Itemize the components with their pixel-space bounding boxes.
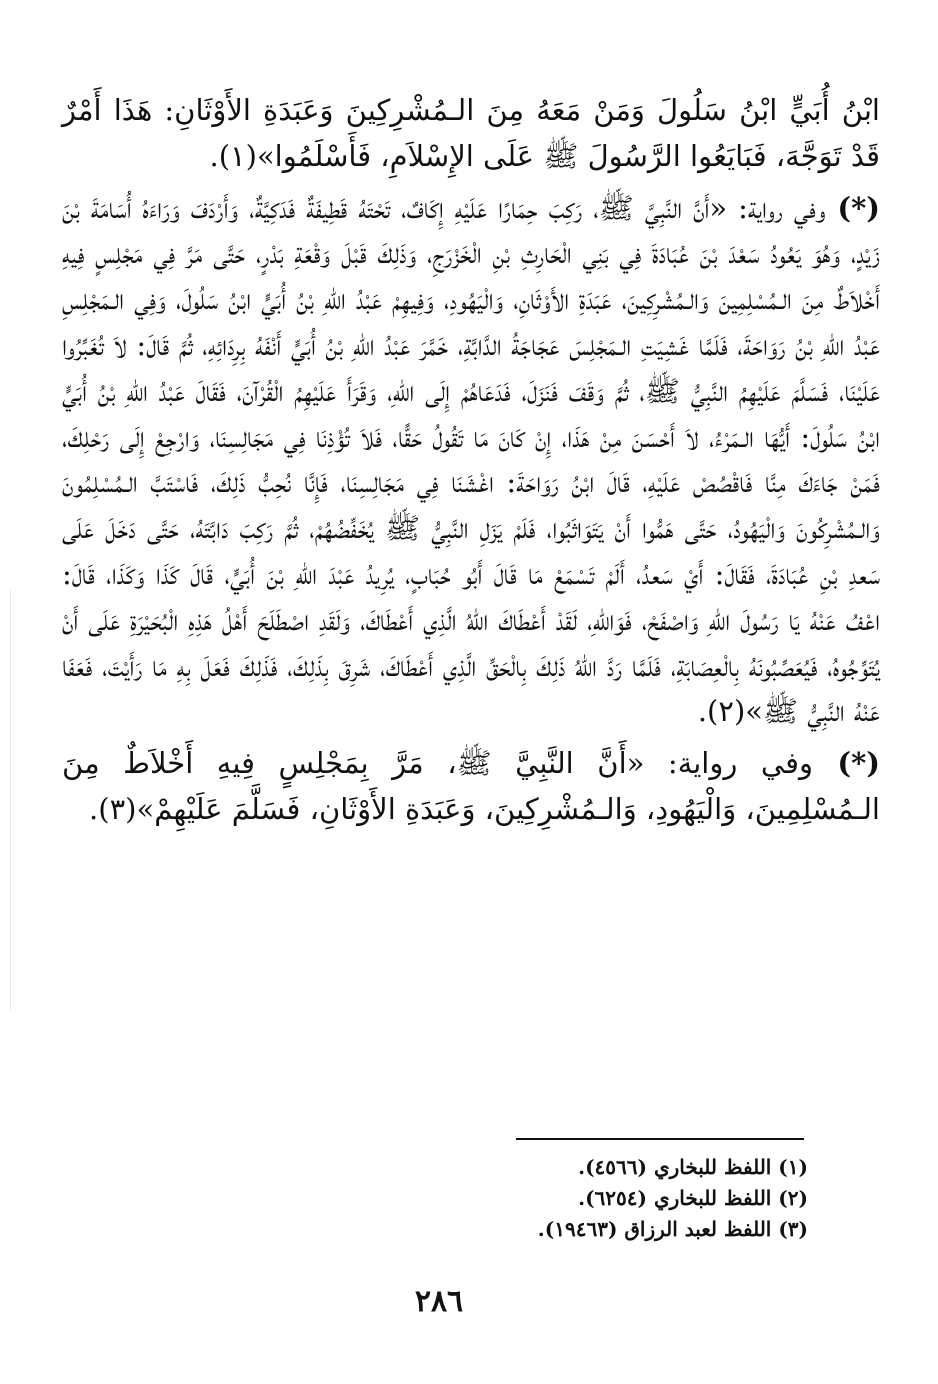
scan-edge-line: [10, 590, 11, 1010]
footnote-1: (١) اللفظ للبخاري (٤٥٦٦).: [578, 1155, 808, 1179]
footnote-3: (٣) اللفظ لعبد الرزاق (١٩٤٦٣).: [537, 1217, 808, 1241]
main-text: [62, 88, 880, 833]
footnote-2: (٢) اللفظ للبخاري (٦٢٥٤).: [578, 1186, 808, 1210]
paragraph-2-text: وفي رواية: «أَنَّ النَّبِيَّ ﷺ، رَكِبَ حِمَارًا عَلَيْهِ إِكَافٌ، تَحْتَهُ قَطِيفَةٌ فَدَكِيَّةٌ، وَأَرْدَفَ وَرَاءَهُ أُسَامَةَ بْنَ زَيْدٍ، وَهُوَ يَعُودُ سَعْدَ بْنَ عُبَادَةَ فِي بَنِي الْحَارِثِ بْنِ الْخَزْرَجِ، وَذَلِكَ قَبْلَ وَقْعَةِ بَدْرٍ، حَتَّى مَرَّ فِي مَجْلِسٍ فِيهِ أَخْلاَطٌ مِنَ الـمُسْلِمِينَ وَالـمُشْرِكِينَ، عَبَدَةِ الأَوْثَانِ، وَالْيَهُودِ، وَفِيهِمْ عَبْدُ اللهِ بْنُ أُبَيٍّ ابْنُ سَلُولَ، وَفِي الـمَجْلِسِ عَبْدُ اللهِ بْنُ رَوَاحَةَ، فَلَمَّا غَشِيَتِ الـمَجْلِسَ عَجَاجَةُ الدَّابَّةِ، خَمَّرَ عَبْدُ اللهِ بْنُ أُبَيٍّ أَنْفَهُ بِرِدَائِهِ، ثُمَّ قَالَ: لاَ تُغَبِّرُوا عَلَيْنَا، فَسَلَّمَ عَلَيْهِمُ النَّبِيُّ ﷺ، ثُمَّ وَقَفَ فَنَزَلَ، فَدَعَاهُمْ إِلَى اللهِ، وَقَرَأَ عَلَيْهِمُ الْقُرْآنَ، فَقَالَ عَبْدُ اللهِ بْنُ أُبَيٍّ ابْنُ سَلُولَ: أَيُّهَا الـمَرْءُ، لاَ أَحْسَنَ مِنْ هَذَا، إِنْ كَانَ مَا تَقُولُ حَقًّا، فَلاَ تُؤْذِنَا فِي مَجَالِسِنَا، وَارْجِعْ إِلَى رَحْلِكَ، فَمَنْ جَاءَكَ مِنَّا فَاقْصُصْ عَلَيْهِ، قَالَ ابْنُ رَوَاحَةَ: اغْشَنَا فِي مَجَالِسِنَا، فَإِنَّا نُحِبُّ ذَلِكَ، فَاسْتَبَّ الـمُسْلِمُونَ وَالـمُشْرِكُونَ وَالْيَهُودُ، حَتَّى هَمُّوا أَنْ يَتَوَاثَبُوا، فَلَمْ يَزَلِ النَّبِيُّ ﷺ يُخَفِّضُهُمْ، ثُمَّ رَكِبَ دَابَّتَهُ، حَتَّى دَخَلَ عَلَى سَعدِ بْنِ عُبَادَةَ، فَقَالَ: أَيْ سَعدُ، أَلَمْ تَسْمَعْ مَا قَالَ أَبُو حُبَابٍ، يُرِيدُ عَبْدَ اللهِ بْنَ أُبَيٍّ، قَالَ كَذَا وَكَذَا، قَالَ: اعْفُ عَنْهُ يَا رَسُولَ اللهِ وَاصْفَحْ، فَوَاللهِ، لَقَدْ أَعْطَاكَ اللهُ الَّذِي أَعْطَاكَ، وَلَقَدِ اصْطَلَحَ أَهْلُ هَذِهِ الْبُحَيْرَةِ عَلَى أَنْ يُتَوِّجُوهُ، فَيُعَصِّبُونَهُ بِالْعِصَابَةِ، فَلَمَّا رَدَّ اللهُ ذَلِكَ بِالْحَقِّ الَّذِي أَعْطَاكَ، شَرِقَ بِذَلِكَ، فَذَلِكَ فَعَلَ بِهِ مَا رَأَيْتَ، فَعَفَا عَنْهُ النَّبِيُّ ﷺ»(٢).: [62, 190, 880, 729]
paragraph-3-text: وفي رواية: «أَنَّ النَّبِيَّ ﷺ، مَرَّ بِمَجْلِسٍ فِيهِ أَخْلاَطٌ مِنَ الـمُسْلِمِينَ، وَالْيَهُودِ، وَالـمُشْرِكِينَ، وَعَبَدَةِ الأَوْثَانِ، فَسَلَّمَ عَلَيْهِمْ»(٣).: [62, 746, 880, 826]
paragraph-1-text: ابْنُ أُبَيٍّ ابْنُ سَلُولَ وَمَنْ مَعَهُ مِنَ الـمُشْرِكِينَ وَعَبَدَةِ الأَوْثَانِ: هَذَا أَمْرٌ قَدْ تَوَجَّهَ، فَبَايَعُوا الرَّسُولَ ﷺ عَلَى الإِسْلاَمِ، فَأَسْلَمُوا»(١).: [62, 93, 880, 173]
page-number: ٢٨٦: [414, 1284, 464, 1319]
paragraph-3-marker: (*): [812, 746, 880, 781]
footnotes: [360, 1152, 808, 1245]
paragraph-3: [62, 741, 880, 833]
paragraph-1: [62, 88, 880, 180]
paragraph-2-marker: (*): [825, 190, 880, 225]
paragraph-2: [62, 186, 880, 736]
footnote-divider: [516, 1138, 804, 1140]
